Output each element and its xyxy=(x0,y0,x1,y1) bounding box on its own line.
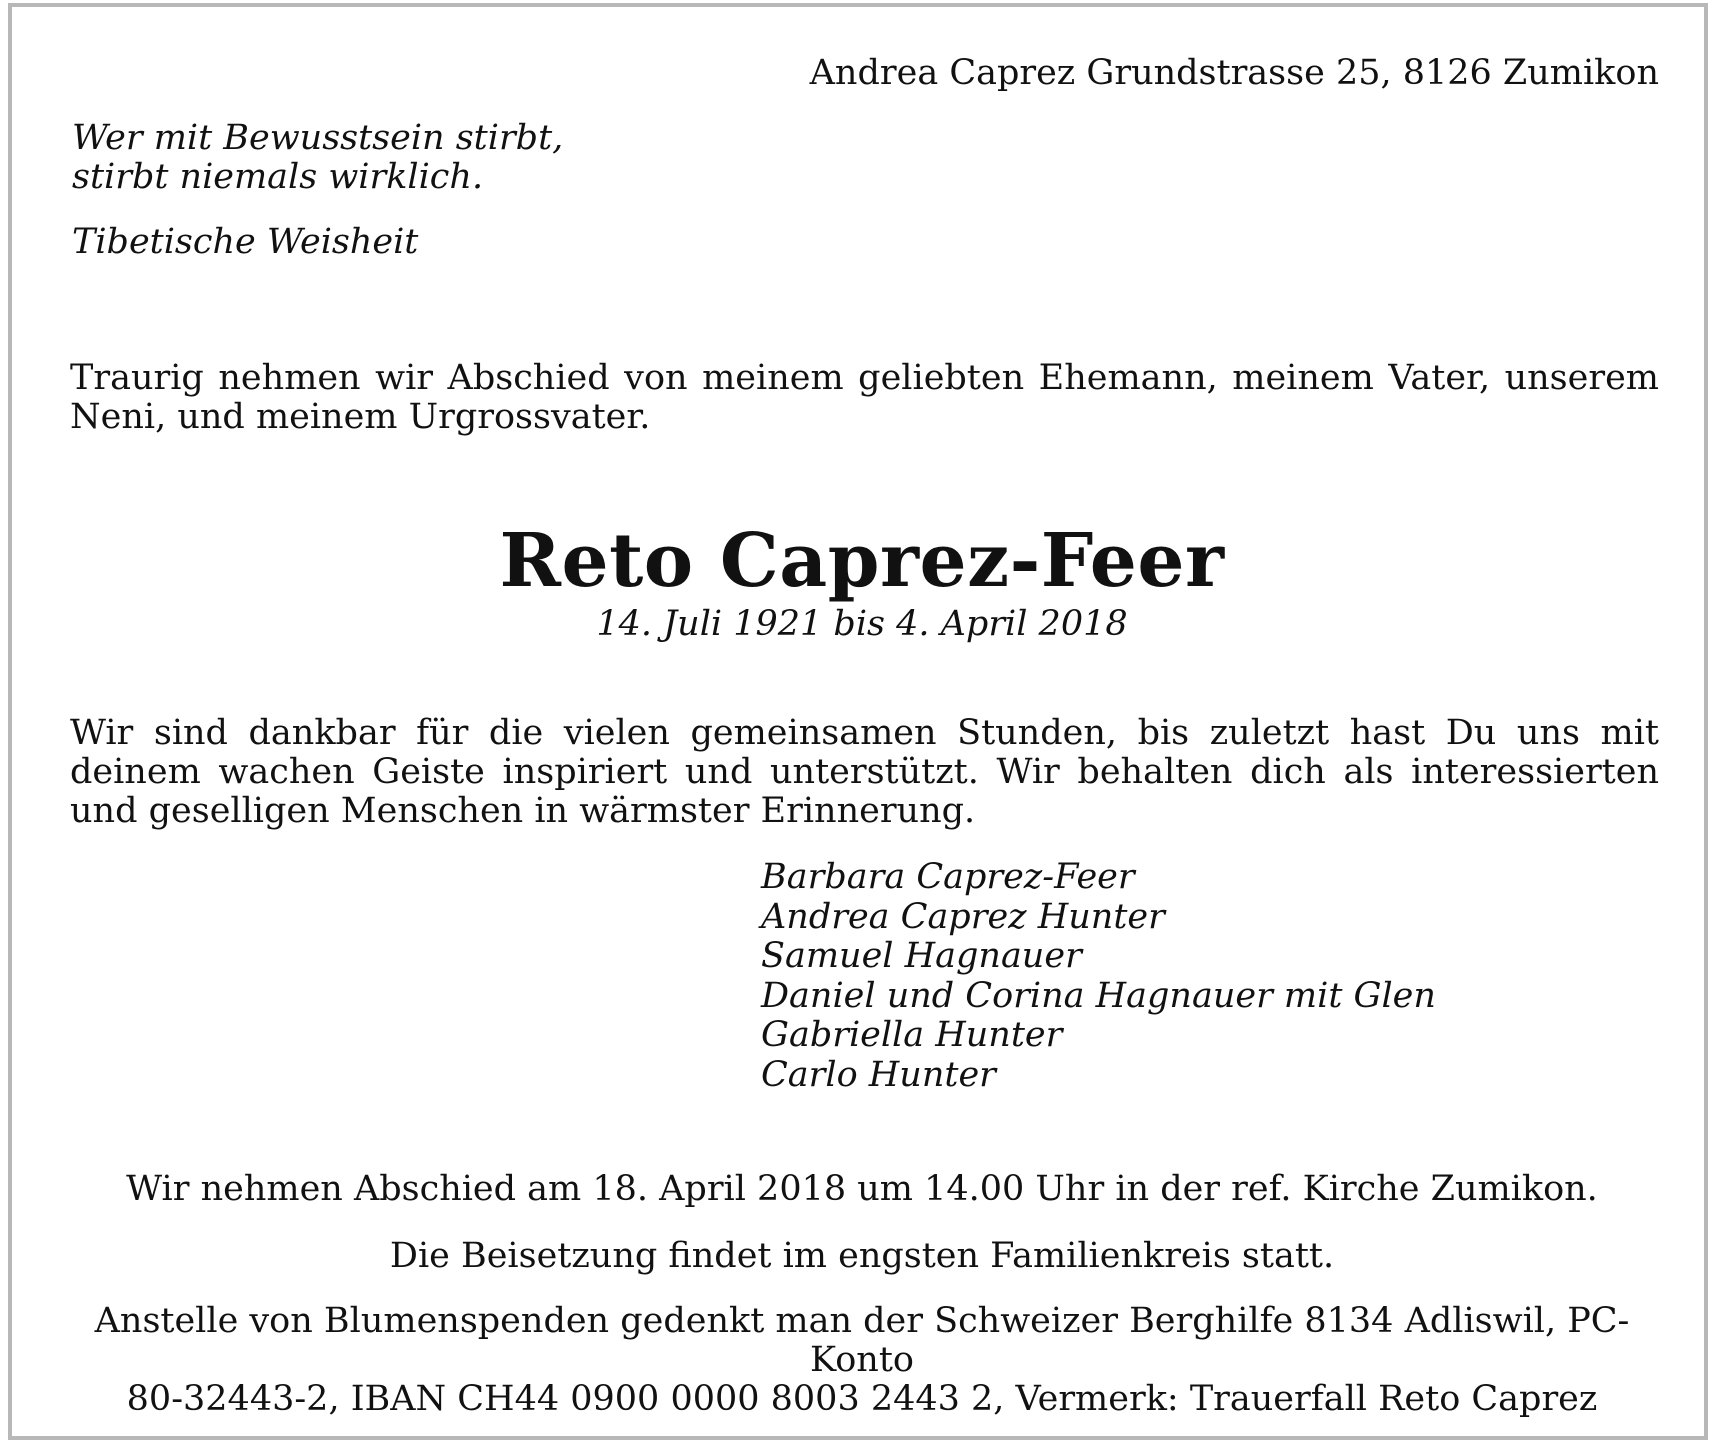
mourner-name: Barbara Caprez-Feer xyxy=(761,857,1135,897)
gratitude-paragraph: Wir sind dankbar für die vielen gemeinsamen Stunden, bis zuletzt hast Du uns mit deinem wachen Geiste inspiriert und unterstützt. Wir behalten dich als interessierten und geselligen Menschen in wärmster Erinnerung. xyxy=(70,713,1659,831)
mourners-list xyxy=(761,858,1436,1095)
mourner-name: Samuel Hagnauer xyxy=(761,936,1082,976)
mourner-name: Andrea Caprez Hunter xyxy=(761,896,1165,937)
deceased-name: Reto Caprez-Feer xyxy=(499,518,1225,604)
mourner-name: Carlo Hunter xyxy=(761,1054,996,1095)
family-address: Andrea Caprez Grundstrasse 25, 8126 Zumikon xyxy=(809,53,1659,93)
mourner-name: Daniel und Corina Hagnauer mit Glen xyxy=(761,975,1436,1016)
ceremony-notice: Wir nehmen Abschied am 18. April 2018 um 14.00 Uhr in der ref. Kirche Zumikon. xyxy=(126,1169,1598,1209)
mourner-name: Gabriella Hunter xyxy=(761,1015,1063,1055)
life-dates: 14. Juli 1921 bis 4. April 2018 xyxy=(596,604,1128,644)
motto-source: Tibetische Weisheit xyxy=(72,222,419,262)
donation-notice: Anstelle von Blumenspenden gedenkt man der Schweizer Berghilfe 8134 Adliswil, PC-Konto 80-32443-2, IBAN CH44 0900 0000 8003 2443 2, Vermerk: Trauerfall Reto Caprez xyxy=(94,1301,1630,1419)
burial-notice: Die Beisetzung findet im engsten Familienkreis statt. xyxy=(389,1236,1335,1276)
motto-quote: Wer mit Bewusstsein stirbt, stirbt niemals wirklich. xyxy=(72,118,564,197)
farewell-intro: Traurig nehmen wir Abschied von meinem geliebten Ehemann, meinem Vater, unserem Neni, und meinem Urgrossvater. xyxy=(70,358,1659,437)
